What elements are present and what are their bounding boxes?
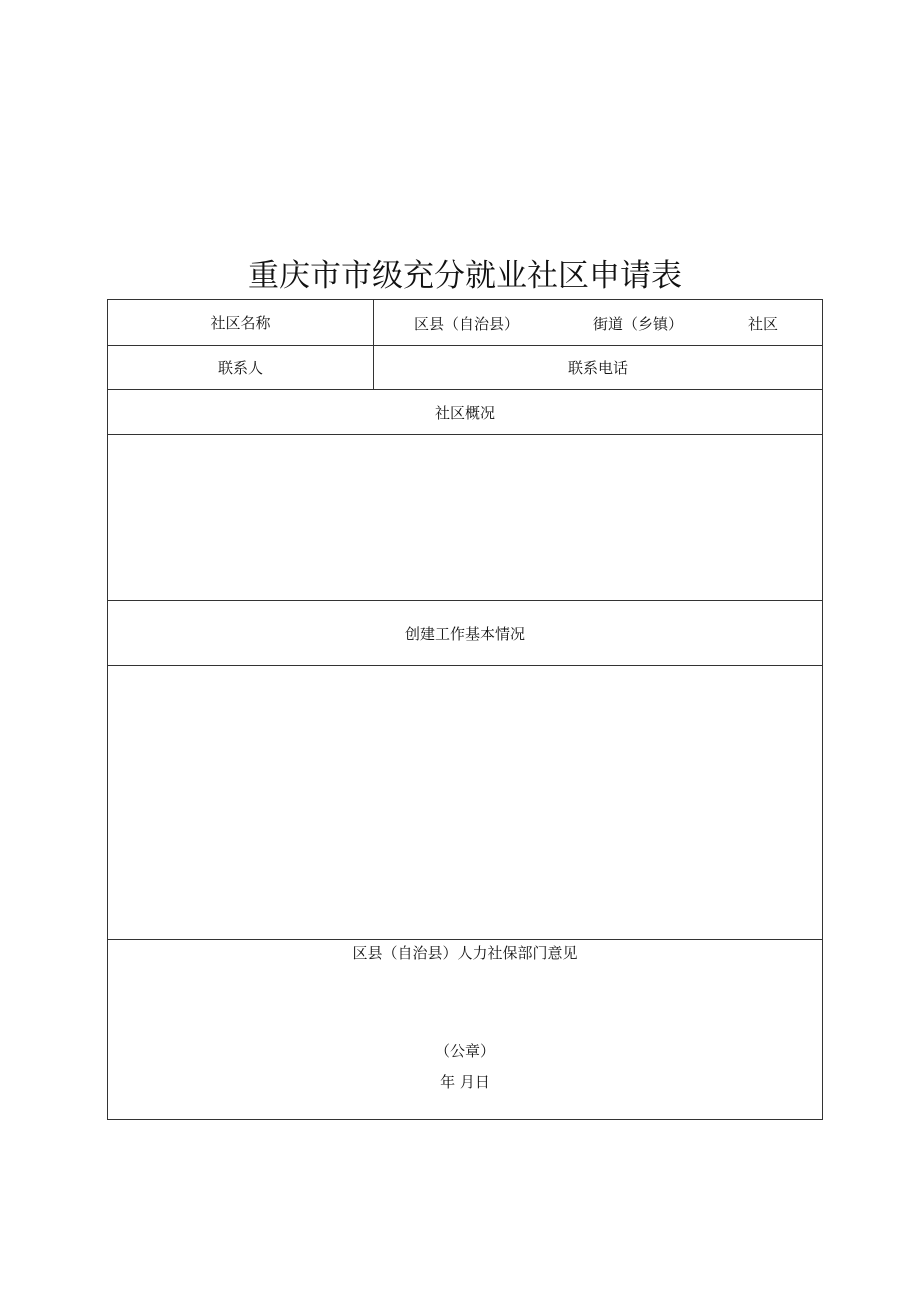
community-name-label: 社区名称 [108, 300, 374, 346]
basic-situation-label: 创建工作基本情况 [108, 601, 823, 666]
community-name-cell[interactable] [374, 300, 823, 346]
dept-opinion-label: 区县（自治县）人力社保部门意见 [352, 944, 578, 962]
seal-label: （公章） [434, 1042, 495, 1060]
form-title: 重庆市市级充分就业社区申请表 [248, 258, 682, 294]
date-label: 年 月日 [440, 1073, 490, 1091]
overview-label: 社区概况 [108, 390, 823, 435]
street-label: 街道（乡镇） [593, 314, 684, 333]
community-suffix-label: 社区 [748, 314, 779, 333]
dept-opinion-row [108, 940, 823, 1120]
overview-header-row [108, 390, 823, 435]
district-label: 区县（自治县） [414, 314, 520, 333]
application-form-table [107, 299, 823, 1120]
contact-label: 联系人 [108, 346, 374, 390]
overview-content-row [108, 435, 823, 601]
basic-situation-content-row [108, 666, 823, 940]
contact-row [108, 346, 823, 390]
basic-situation-header-row [108, 601, 823, 666]
community-name-row [108, 300, 823, 346]
overview-content-cell[interactable] [108, 435, 823, 601]
basic-situation-content-cell[interactable] [108, 666, 823, 940]
dept-opinion-cell[interactable] [108, 940, 823, 1120]
phone-label: 联系电话 [374, 346, 823, 390]
